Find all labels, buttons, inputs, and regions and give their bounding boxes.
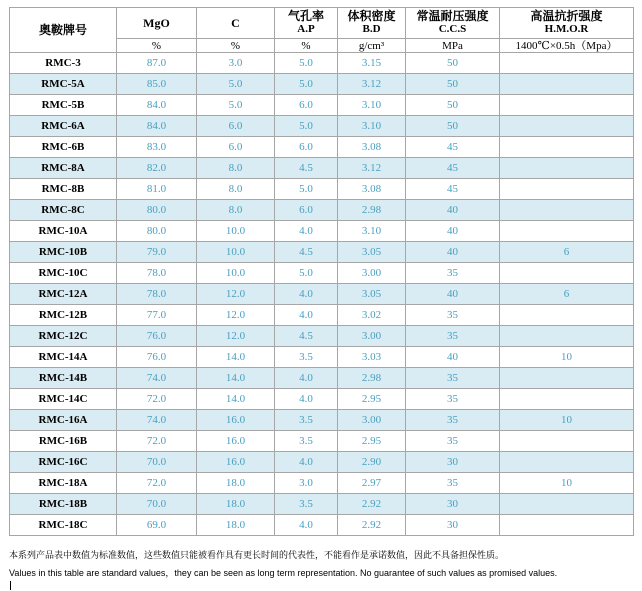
table-body (10, 53, 634, 536)
cell-c: 12.0 (197, 305, 275, 326)
cell-brand: RMC-6B (10, 137, 117, 158)
cell-c: 10.0 (197, 263, 275, 284)
cell-brand: RMC-12C (10, 326, 117, 347)
cell-ap: 4.0 (275, 284, 338, 305)
table-row (10, 179, 634, 200)
cell-brand: RMC-16B (10, 431, 117, 452)
cell-ccs: 35 (406, 305, 500, 326)
cell-hmor (500, 137, 634, 158)
cell-bd: 2.95 (338, 389, 406, 410)
cell-mgo: 80.0 (117, 200, 197, 221)
note-chinese: 本系列产品表中数值为标准数值，这些数值只能被看作具有更长时间的代表性，不能看作是承诺数值，因此不具备担保性质。 (9, 551, 505, 561)
cell-ap: 4.5 (275, 158, 338, 179)
cell-hmor: 10 (500, 473, 634, 494)
cell-mgo: 72.0 (117, 473, 197, 494)
cell-ap: 3.5 (275, 494, 338, 515)
cell-brand: RMC-10A (10, 221, 117, 242)
table-row (10, 515, 634, 536)
cell-bd: 3.12 (338, 158, 406, 179)
cell-c: 5.0 (197, 95, 275, 116)
cell-brand: RMC-8B (10, 179, 117, 200)
header-bd: 体积密度 B.D (338, 8, 406, 39)
header-mgo: MgO (117, 8, 197, 39)
cell-hmor (500, 431, 634, 452)
cell-hmor (500, 74, 634, 95)
cell-hmor (500, 305, 634, 326)
header-brand: 奥鞍牌号 (10, 8, 117, 53)
cell-hmor (500, 158, 634, 179)
cell-c: 16.0 (197, 452, 275, 473)
cell-ap: 6.0 (275, 137, 338, 158)
cell-ap: 5.0 (275, 179, 338, 200)
cell-mgo: 72.0 (117, 389, 197, 410)
cell-brand: RMC-14C (10, 389, 117, 410)
cell-c: 14.0 (197, 347, 275, 368)
cell-bd: 3.03 (338, 347, 406, 368)
table-row (10, 452, 634, 473)
table-row (10, 410, 634, 431)
cell-ccs: 35 (406, 326, 500, 347)
cell-hmor (500, 200, 634, 221)
cell-ccs: 45 (406, 137, 500, 158)
table-row (10, 242, 634, 263)
cell-c: 16.0 (197, 410, 275, 431)
cell-c: 18.0 (197, 515, 275, 536)
cell-bd: 3.00 (338, 326, 406, 347)
header-hmor: 高温抗折强度 H.M.O.R (500, 8, 634, 39)
cell-ccs: 50 (406, 53, 500, 74)
cell-mgo: 87.0 (117, 53, 197, 74)
note-english: Values in this table are standard values，they can be seen as long term representation. No guarantee of such values as promised values. (9, 568, 558, 578)
cell-hmor (500, 389, 634, 410)
cell-ap: 5.0 (275, 116, 338, 137)
cell-ccs: 35 (406, 431, 500, 452)
table-row (10, 368, 634, 389)
cell-mgo: 84.0 (117, 116, 197, 137)
cell-brand: RMC-10C (10, 263, 117, 284)
cell-brand: RMC-10B (10, 242, 117, 263)
table-row (10, 137, 634, 158)
cell-bd: 3.10 (338, 221, 406, 242)
table-row (10, 473, 634, 494)
cell-hmor: 6 (500, 242, 634, 263)
cell-mgo: 85.0 (117, 74, 197, 95)
cell-brand: RMC-12A (10, 284, 117, 305)
table-row (10, 284, 634, 305)
cell-mgo: 74.0 (117, 368, 197, 389)
cell-c: 5.0 (197, 74, 275, 95)
cell-ccs: 40 (406, 221, 500, 242)
cell-c: 8.0 (197, 179, 275, 200)
cell-mgo: 70.0 (117, 494, 197, 515)
cell-ccs: 50 (406, 95, 500, 116)
cell-hmor: 10 (500, 410, 634, 431)
cell-ap: 4.5 (275, 326, 338, 347)
cell-ap: 4.0 (275, 452, 338, 473)
cell-ccs: 40 (406, 284, 500, 305)
cell-brand: RMC-14A (10, 347, 117, 368)
cell-bd: 2.97 (338, 473, 406, 494)
unit-ccs: MPa (406, 39, 500, 53)
cell-mgo: 80.0 (117, 221, 197, 242)
cell-bd: 2.98 (338, 200, 406, 221)
cell-ap: 6.0 (275, 200, 338, 221)
cell-ccs: 30 (406, 515, 500, 536)
header-c: C (197, 8, 275, 39)
cell-ccs: 45 (406, 179, 500, 200)
cell-ap: 4.0 (275, 368, 338, 389)
cell-mgo: 72.0 (117, 431, 197, 452)
cell-c: 12.0 (197, 284, 275, 305)
cell-hmor: 6 (500, 284, 634, 305)
table-row (10, 389, 634, 410)
cell-c: 12.0 (197, 326, 275, 347)
cell-mgo: 74.0 (117, 410, 197, 431)
cell-ccs: 30 (406, 494, 500, 515)
cell-c: 3.0 (197, 53, 275, 74)
table-row (10, 347, 634, 368)
cell-ap: 4.0 (275, 221, 338, 242)
cell-brand: RMC-18B (10, 494, 117, 515)
cell-bd: 3.05 (338, 284, 406, 305)
cell-ap: 5.0 (275, 263, 338, 284)
cell-hmor (500, 368, 634, 389)
cell-mgo: 79.0 (117, 242, 197, 263)
cell-mgo: 78.0 (117, 284, 197, 305)
cell-hmor (500, 452, 634, 473)
cell-hmor (500, 515, 634, 536)
cell-bd: 2.92 (338, 494, 406, 515)
cell-mgo: 83.0 (117, 137, 197, 158)
cell-ccs: 35 (406, 473, 500, 494)
unit-mgo: % (117, 39, 197, 53)
cell-ccs: 50 (406, 116, 500, 137)
table-row (10, 494, 634, 515)
unit-bd: g/cm³ (338, 39, 406, 53)
cell-brand: RMC-8C (10, 200, 117, 221)
cell-hmor (500, 326, 634, 347)
cell-bd: 3.12 (338, 74, 406, 95)
cell-hmor (500, 95, 634, 116)
header-ap: 气孔率 A.P (275, 8, 338, 39)
cell-ccs: 35 (406, 263, 500, 284)
cell-ccs: 50 (406, 74, 500, 95)
cell-ap: 5.0 (275, 74, 338, 95)
cell-ap: 3.5 (275, 347, 338, 368)
cell-ccs: 35 (406, 389, 500, 410)
cell-bd: 3.15 (338, 53, 406, 74)
cell-ccs: 45 (406, 158, 500, 179)
cell-brand: RMC-18A (10, 473, 117, 494)
cell-ap: 3.0 (275, 473, 338, 494)
cell-ap: 4.0 (275, 515, 338, 536)
cell-ap: 5.0 (275, 53, 338, 74)
cell-c: 14.0 (197, 389, 275, 410)
cell-hmor (500, 221, 634, 242)
cell-bd: 2.98 (338, 368, 406, 389)
cell-c: 18.0 (197, 494, 275, 515)
cell-ap: 4.5 (275, 242, 338, 263)
cell-ap: 4.0 (275, 305, 338, 326)
cell-brand: RMC-16A (10, 410, 117, 431)
spec-table (9, 7, 634, 536)
cell-c: 8.0 (197, 158, 275, 179)
cell-ap: 3.5 (275, 431, 338, 452)
cell-c: 6.0 (197, 116, 275, 137)
cell-c: 6.0 (197, 137, 275, 158)
cell-brand: RMC-5A (10, 74, 117, 95)
cell-mgo: 81.0 (117, 179, 197, 200)
cell-brand: RMC-5B (10, 95, 117, 116)
cell-bd: 3.10 (338, 95, 406, 116)
table-row (10, 305, 634, 326)
table-row (10, 263, 634, 284)
header-ccs: 常温耐压强度 C.C.S (406, 8, 500, 39)
cell-bd: 3.02 (338, 305, 406, 326)
cell-ccs: 40 (406, 242, 500, 263)
cell-mgo: 82.0 (117, 158, 197, 179)
table-row (10, 95, 634, 116)
table-row (10, 200, 634, 221)
cell-bd: 3.05 (338, 242, 406, 263)
cell-c: 8.0 (197, 200, 275, 221)
cell-ap: 4.0 (275, 389, 338, 410)
cell-brand: RMC-3 (10, 53, 117, 74)
cell-brand: RMC-12B (10, 305, 117, 326)
cell-bd: 3.00 (338, 263, 406, 284)
cell-mgo: 77.0 (117, 305, 197, 326)
table-row (10, 116, 634, 137)
text-cursor (10, 581, 11, 590)
header-row (10, 8, 634, 39)
table-row (10, 53, 634, 74)
cell-mgo: 76.0 (117, 326, 197, 347)
cell-brand: RMC-16C (10, 452, 117, 473)
cell-c: 18.0 (197, 473, 275, 494)
cell-bd: 3.00 (338, 410, 406, 431)
table-row (10, 158, 634, 179)
table-row (10, 431, 634, 452)
cell-mgo: 76.0 (117, 347, 197, 368)
cell-c: 10.0 (197, 221, 275, 242)
cell-ccs: 40 (406, 347, 500, 368)
cell-bd: 3.10 (338, 116, 406, 137)
cell-mgo: 84.0 (117, 95, 197, 116)
cell-bd: 2.90 (338, 452, 406, 473)
unit-hmor: 1400℃×0.5h（Mpa） (500, 39, 634, 53)
cell-brand: RMC-18C (10, 515, 117, 536)
cell-mgo: 78.0 (117, 263, 197, 284)
cell-ccs: 35 (406, 368, 500, 389)
unit-ap: % (275, 39, 338, 53)
table-row (10, 74, 634, 95)
cell-ap: 3.5 (275, 410, 338, 431)
cell-hmor: 10 (500, 347, 634, 368)
cell-hmor (500, 494, 634, 515)
table-row (10, 326, 634, 347)
cell-ccs: 40 (406, 200, 500, 221)
cell-bd: 2.95 (338, 431, 406, 452)
cell-c: 10.0 (197, 242, 275, 263)
cell-brand: RMC-14B (10, 368, 117, 389)
cell-mgo: 69.0 (117, 515, 197, 536)
cell-bd: 2.92 (338, 515, 406, 536)
unit-c: % (197, 39, 275, 53)
table-row (10, 221, 634, 242)
cell-brand: RMC-8A (10, 158, 117, 179)
cell-hmor (500, 53, 634, 74)
cell-bd: 3.08 (338, 137, 406, 158)
cell-hmor (500, 116, 634, 137)
cell-ccs: 30 (406, 452, 500, 473)
cell-hmor (500, 263, 634, 284)
cell-c: 14.0 (197, 368, 275, 389)
cell-ap: 6.0 (275, 95, 338, 116)
cell-brand: RMC-6A (10, 116, 117, 137)
cell-hmor (500, 179, 634, 200)
cell-bd: 3.08 (338, 179, 406, 200)
cell-c: 16.0 (197, 431, 275, 452)
cell-mgo: 70.0 (117, 452, 197, 473)
cell-ccs: 35 (406, 410, 500, 431)
